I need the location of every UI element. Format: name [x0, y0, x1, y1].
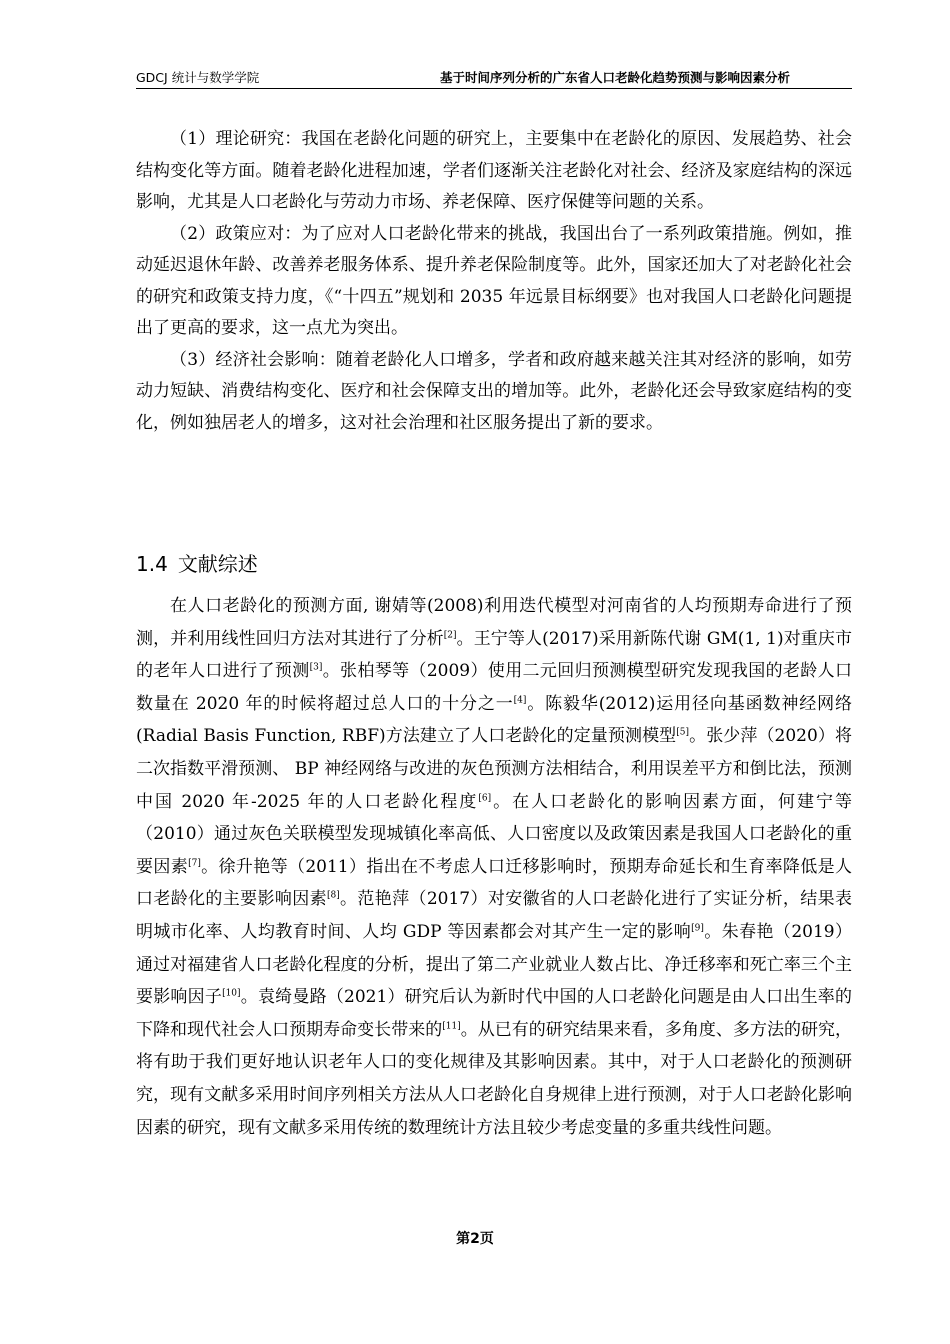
section-title: 文献综述 — [177, 552, 258, 576]
literature-text-segment: 。张少萍（2020）将二次指数平滑预测、 BP 神经网络与改进的灰色预测方法相结合，利用误差平方和倒比法，预测中国 2020 年-2025 年的人口老龄化程度 — [136, 726, 852, 812]
literature-text-segment: 。在人口老龄化的影响因素方面，何建宁等（2010）通过灰色关联模型发现城镇化率高低、人口密度以及政策因素是我国人口老龄化的重要因素 — [136, 791, 853, 877]
literature-text-segment: 。张柏琴等（2009）使用二元回归预测模型研究发现我国的老龄人口数量在 2020 年的时候将超过总人口的十分之一 — [136, 661, 853, 714]
section-heading — [136, 548, 268, 577]
header-title: 基于时间序列分析的广东省人口老龄化趋势预测与影响因素分析 — [439, 70, 790, 85]
citation-marker: [8] — [326, 890, 340, 901]
literature-paragraph — [136, 590, 852, 1144]
literature-text-segment: 。徐升艳等（2011）指出在不考虑人口迁移影响时，预期寿命延长和生育率降低是人口老龄化的主要影响因素 — [136, 856, 852, 910]
citation-marker: [4] — [513, 695, 527, 706]
body-paragraphs — [136, 124, 852, 439]
citation-marker: [10] — [222, 988, 241, 999]
literature-text-segment: 。朱春艳（2019）通过对福建省人口老龄化程度的分析，提出了第二产业就业人数占比、净迁移率和死亡率三个主要影响因子 — [136, 921, 852, 1008]
citation-marker: [6] — [478, 792, 492, 803]
citation-marker: [9] — [691, 923, 704, 934]
literature-text-segment: 。王宁等人(2017)采用新陈代谢 GM(1, 1)对重庆市的老年人口进行了预测 — [136, 628, 852, 682]
literature-text-segment: 。从已有的研究结果来看，多角度、多方法的研究，将有助于我们更好地认识老年人口的变化规律及其影响因素。其中，对于人口老龄化的预测研究，现有文献多采用时间序列相关方法从人口老龄化自身规律上进行预测，对于人口老龄化影响因素的研究，现有文献多采用传统的数理统计方法且较少考虑变量的多重共线性问题。 — [136, 1019, 853, 1138]
page-header — [136, 68, 852, 89]
citation-marker: [11] — [442, 1021, 461, 1032]
literature-text-segment: 在人口老龄化的预测方面, 谢婧等(2008)利用迭代模型对河南省的人均预期寿命进行了预测，并利用线性回归方法对其进行了分析 — [136, 596, 852, 649]
literature-text-segment: 。范艳萍（2017）对安徽省的人口老龄化进行了实证分析，结果表明城市化率、人均教育时间、人均 GDP 等因素都会对其产生一定的影响 — [136, 889, 853, 942]
paragraph-policy: （2）政策应对：为了应对人口老龄化带来的挑战，我国出台了一系列政策措施。例如，推动延迟退休年龄、改善养老服务体系、提升养老保险制度等。此外，国家还加大了对老龄化社会的研究和政策支持力度，《“十四五”规划和 2035 年远景目标纲要》也对我国人口老龄化问题提出了更高的要求，这一点尤为突出。 — [136, 223, 852, 338]
header-left-text: GDCJ 统计与数学学院 — [136, 70, 260, 85]
citation-marker: [5] — [676, 727, 690, 738]
citation-marker: [7] — [188, 858, 201, 869]
paragraph-theory: （1）理论研究：我国在老龄化问题的研究上，主要集中在老龄化的原因、发展趋势、社会结构变化等方面。随着老龄化进程加速，学者们逐渐关注老龄化对社会、经济及家庭结构的深远影响，尤其是人口老龄化与劳动力市场、养老保障、医疗保健等问题的关系。 — [136, 129, 852, 212]
citation-marker: [2] — [443, 629, 457, 640]
literature-review — [136, 590, 852, 1144]
literature-text-segment: 。袁绮曼路（2021）研究后认为新时代中国的人口老龄化问题是由人口出生率的下降和现代社会人口预期寿命变长带来的 — [136, 987, 853, 1040]
citation-marker: [3] — [309, 662, 323, 673]
paragraph-economy: （3）经济社会影响：随着老龄化人口增多，学者和政府越来越关注其对经济的影响，如劳动力短缺、消费结构变化、医疗和社会保障支出的增加等。此外，老龄化还会导致家庭结构的变化，例如独居老人的增多，这对社会治理和社区服务提出了新的要求。 — [136, 349, 852, 433]
section-number: 1.4 — [136, 552, 168, 576]
literature-text-segment: 。陈毅华(2012)运用径向基函数神经网络(Radial Basis Function, RBF)方法建立了人口老龄化的定量预测模型 — [136, 693, 852, 747]
page-number: 第2页 — [456, 1231, 494, 1247]
